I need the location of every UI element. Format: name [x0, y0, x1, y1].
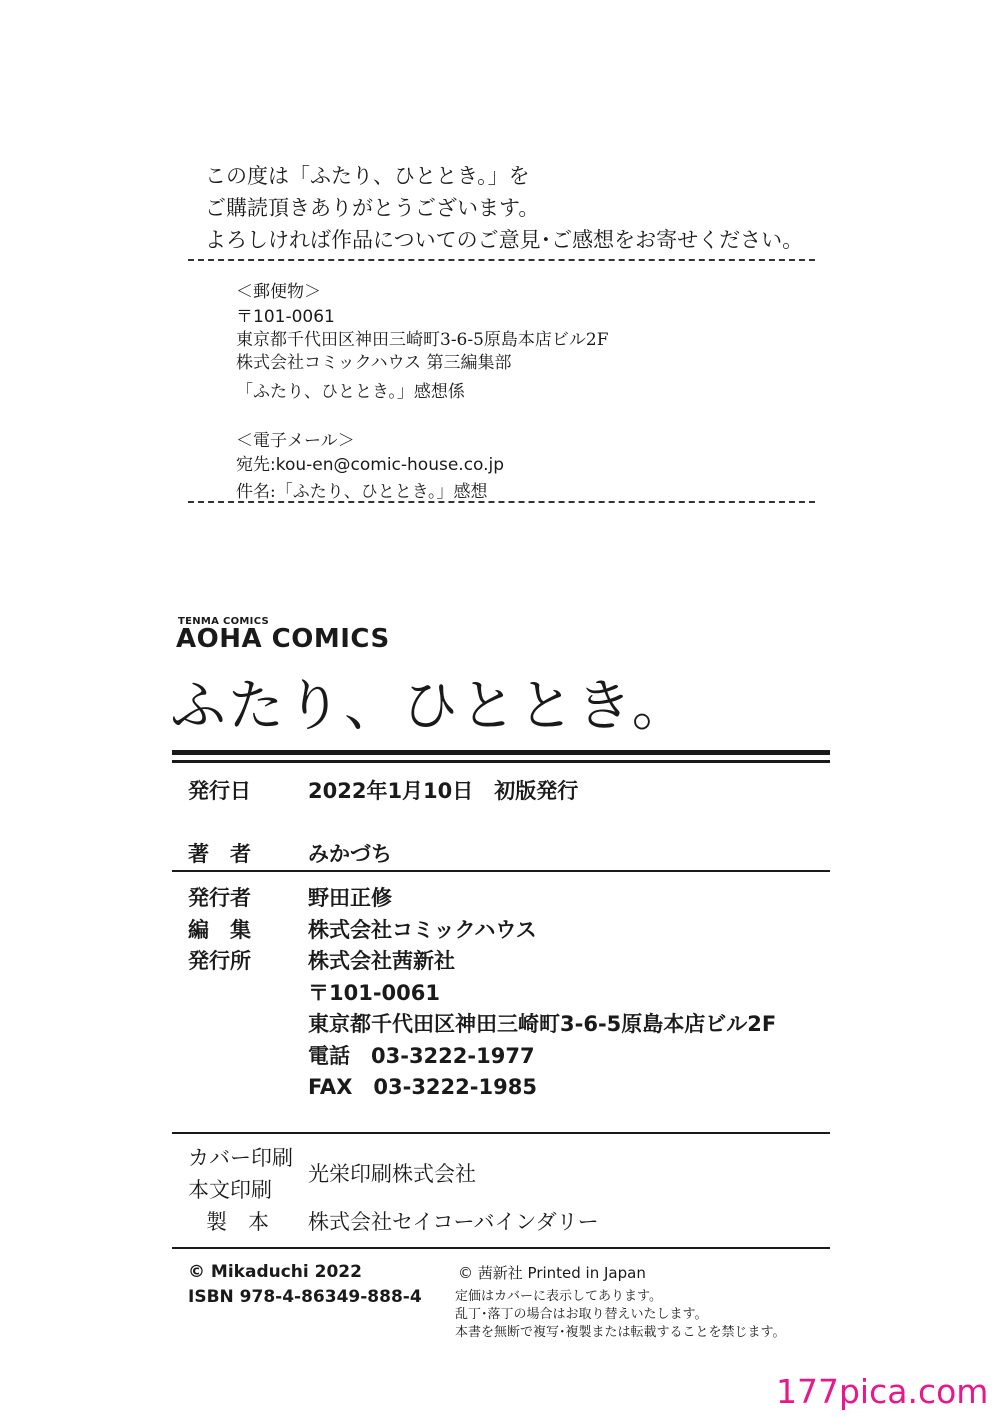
editor-value: 株式会社コミックハウス [308, 918, 537, 942]
series-label: AOHA COMICS [176, 624, 390, 654]
message-line-1: この度は「ふたり、ひととき。」を [205, 164, 530, 188]
title-rule-thick [172, 750, 830, 755]
body-printing-label: 本文印刷 [188, 1178, 272, 1202]
publisher-fax: FAX 03-3222-1985 [308, 1075, 537, 1099]
colophon-divider [172, 870, 830, 872]
postal-address: 東京都千代田区神田三崎町3-6-5原島本店ビル2F [236, 330, 609, 350]
editor-label: 編 集 [188, 918, 251, 942]
series-label-small: TENMA COMICS [178, 616, 270, 627]
publisher-copyright: © 茜新社 Printed in Japan [458, 1264, 646, 1282]
isbn: ISBN 978-4-86349-888-4 [188, 1287, 422, 1307]
email-to[interactable]: 宛先:kou-en@comic-house.co.jp [236, 455, 505, 475]
note-replacement: 乱丁･落丁の場合はお取り替えいたします。 [455, 1307, 708, 1322]
printing-divider-bottom [172, 1247, 830, 1249]
binding-value: 株式会社セイコーバインダリー [308, 1210, 599, 1234]
publisher-person-value: 野田正修 [308, 886, 392, 910]
book-title: ふたり、ひととき。 [170, 674, 690, 739]
author-value: みかづち [308, 842, 392, 866]
postal-zip: 〒101-0061 [236, 307, 335, 327]
publisher-person-label: 発行者 [188, 886, 251, 910]
dashed-divider-top [188, 259, 815, 261]
postal-company: 株式会社コミックハウス 第三編集部 [236, 353, 512, 373]
message-line-3: よろしければ作品についてのご意見･ご感想をお寄せください。 [205, 228, 804, 252]
note-copying: 本書を無断で複写･複製または転載することを禁じます。 [455, 1325, 786, 1340]
publisher-zip: 〒101-0061 [308, 981, 440, 1005]
message-line-2: ご購読頂きありがとうございます。 [205, 196, 540, 220]
author-label: 著 者 [188, 842, 251, 866]
publisher-label: 発行所 [188, 949, 251, 973]
watermark: 177pica.com [776, 1372, 989, 1411]
issue-date-label: 発行日 [188, 779, 251, 803]
postal-attention: 「ふたり、ひととき。」感想係 [236, 382, 465, 402]
publisher-phone: 電話 03-3222-1977 [308, 1044, 535, 1068]
publisher-address: 東京都千代田区神田三崎町3-6-5原島本店ビル2F [308, 1012, 777, 1036]
issue-date-value: 2022年1月10日 初版発行 [308, 779, 579, 803]
email-heading: ＜電子メール＞ [236, 431, 355, 451]
copyright: © Mikaduchi 2022 [188, 1262, 362, 1282]
publisher-value: 株式会社茜新社 [308, 949, 455, 973]
title-rule-thin [172, 760, 830, 763]
note-price: 定価はカバーに表示してあります。 [455, 1289, 662, 1304]
postal-heading: ＜郵便物＞ [236, 282, 321, 302]
email-subject: 件名:「ふたり、ひととき。」感想 [236, 482, 488, 502]
printing-divider-top [172, 1132, 830, 1134]
dashed-divider-bottom [188, 501, 815, 503]
binding-label: 製 本 [206, 1210, 269, 1234]
cover-printing-label: カバー印刷 [188, 1146, 293, 1170]
printer-value: 光栄印刷株式会社 [308, 1162, 476, 1186]
